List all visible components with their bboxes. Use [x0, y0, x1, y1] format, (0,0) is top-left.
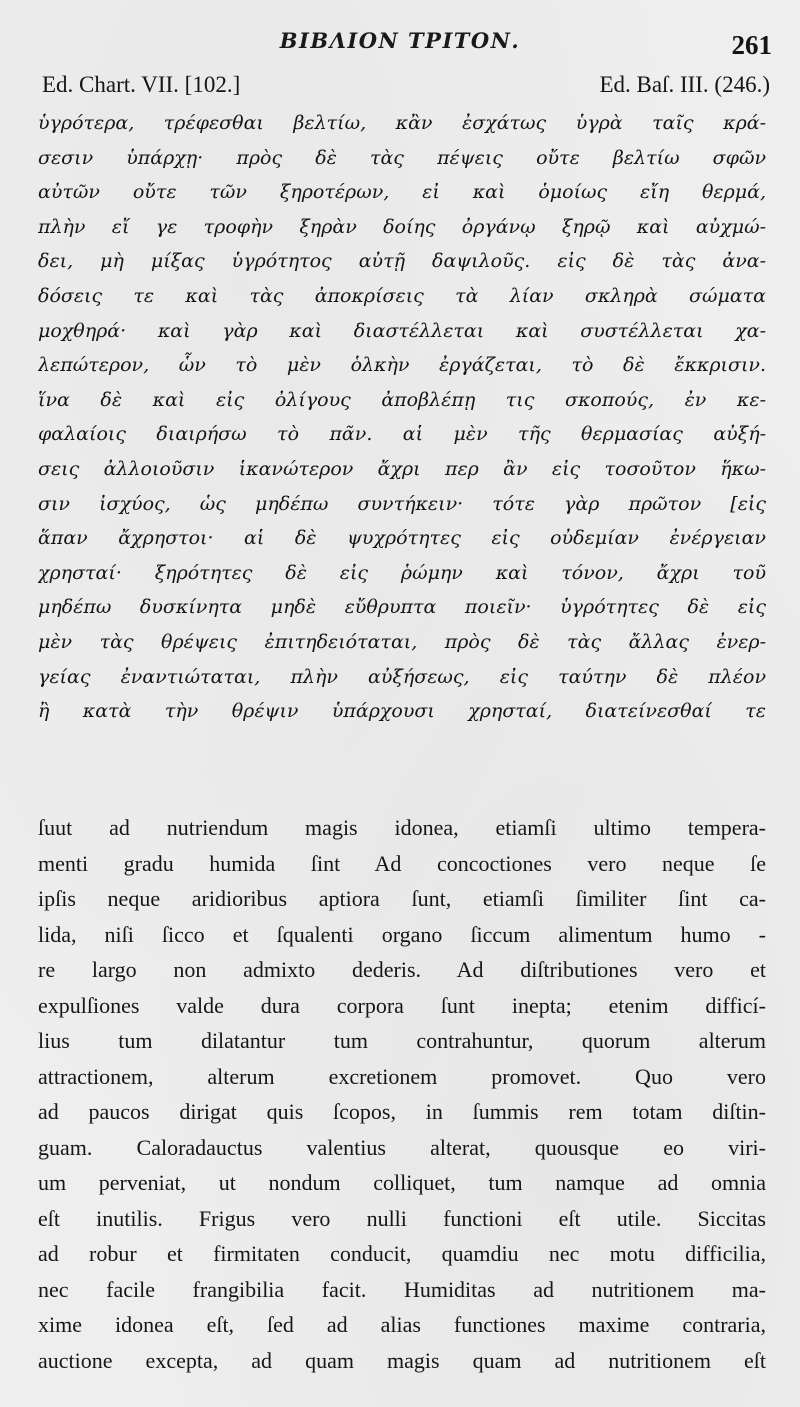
latin-text-line: attractionem, alterum excretionem promovet. Quo vero — [38, 1063, 766, 1089]
latin-text-line: lida, niſi ſicco et ſqualenti organo ſiccum alimentum humo - — [38, 921, 766, 947]
latin-text-line: lius tum dilatantur tum contrahuntur, quorum alterum — [38, 1028, 766, 1053]
edition-chartier-reference: Ed. Chart. VII. [102.] — [42, 72, 241, 97]
greek-text-line: πλὴν εἴ γε τροφὴν ξηρὰν δοίης ὀργάνῳ ξηρῷ καὶ αὐχμώ- — [38, 215, 766, 238]
latin-text-line: expulſiones valde dura corpora ſunt inepta; etenim difficí- — [38, 992, 766, 1018]
latin-text-line: guam. Caloradauctus valentius alterat, quousque eo viri- — [38, 1134, 766, 1160]
edition-basel-reference: Ed. Baſ. III. (246.) — [599, 72, 770, 97]
latin-text-line: ſuut ad nutriendum magis idonea, etiamſi ultimo tempera- — [38, 815, 766, 840]
greek-text-line: σεις ἀλλοιοῦσιν ἱκανώτερον ἄχρι περ ἂν εἰς τοσοῦτον ἥκω- — [38, 457, 766, 480]
greek-text-line: γείας ἐναντιώταται, πλὴν αὐξήσεως, εἰς ταύτην δὲ πλέον — [38, 665, 766, 688]
latin-text-line: auctione excepta, ad quam magis quam ad nutritionem eſt — [38, 1347, 766, 1373]
greek-text-line: μηδέπω δυσκίνητα μηδὲ εὔθρυπτα ποιεῖν· ὑγρότητες δὲ εἰς — [38, 596, 766, 619]
edition-reference-line — [42, 72, 770, 108]
greek-text-line: ὑγρότερα, τρέφεσθαι βελτίω, κἂν ἐσχάτως ὑγρὰ ταῖς κρά- — [38, 112, 766, 134]
greek-text-line: φαλαίοις διαιρήσω τὸ πᾶν. αἱ μὲν τῆς θερμασίας αὐξή- — [38, 423, 766, 446]
latin-text-line: ipſis neque aridioribus aptiora ſunt, etiamſi ſimiliter ſint ca- — [38, 886, 766, 911]
latin-text-line: ad robur et firmitaten conducit, quamdiu nec motu difficilia, — [38, 1241, 766, 1266]
greek-text-line: μοχθηρά· καὶ γὰρ καὶ διαστέλλεται καὶ συστέλλεται χα- — [38, 319, 766, 342]
latin-text-block — [38, 810, 766, 1378]
greek-text-line: σιν ἰσχύος, ὡς μηδέπω συντήκειν· τότε γὰρ πρῶτον [εἰς — [38, 492, 766, 515]
latin-text-line: eſt inutilis. Frigus vero nulli functioni eſt utile. Siccitas — [38, 1205, 766, 1231]
greek-text-line: λεπώτερον, ὧν τὸ μὲν ὁλκὴν ἐργάζεται, τὸ δὲ ἔκκρισιν. — [38, 354, 766, 377]
greek-text-line: ἵνα δὲ καὶ εἰς ὀλίγους ἀποβλέπῃ τις σκοπούς, ἐν κε- — [38, 388, 766, 411]
greek-text-line: αὐτῶν οὔτε τῶν ξηροτέρων, εἰ καὶ ὁμοίως εἴη θερμά, — [38, 181, 766, 204]
greek-text-line: ἢ κατὰ τὴν θρέψιν ὑπάρχουσι χρησταί, διατείνεσθαί τε — [38, 700, 766, 723]
greek-text-line: σεσιν ὑπάρχῃ· πρὸς δὲ τὰς πέψεις οὔτε βελτίω σφῶν — [38, 146, 766, 169]
greek-text-line: δει, μὴ μίξας ὑγρότητος αὐτῇ δαψιλοῦς. εἰς δὲ τὰς ἀνα- — [38, 250, 766, 273]
latin-text-line: xime idonea eſt, ſed ad alias functiones maxime contraria, — [38, 1312, 766, 1337]
page-header — [0, 26, 800, 66]
greek-text-line: μὲν τὰς θρέψεις ἐπιτηδειόταται, πρὸς δὲ τὰς ἄλλας ἐνερ- — [38, 630, 766, 653]
latin-text-line: menti gradu humida ſint Ad concoctiones vero neque ſe — [38, 850, 766, 876]
greek-text-line: δόσεις τε καὶ τὰς ἀποκρίσεις τὰ λίαν σκληρὰ σώματα — [38, 284, 766, 307]
running-head: ΒΙΒΛΙΟΝ ΤΡΙΤΟΝ. — [279, 28, 521, 53]
latin-text-line: um perveniat, ut nondum colliquet, tum namque ad omnia — [38, 1170, 766, 1195]
latin-text-line: ad paucos dirigat quis ſcopos, in ſummis rem totam diſtin- — [38, 1099, 766, 1124]
latin-text-line: nec facile frangibilia facit. Humiditas ad nutritionem ma- — [38, 1276, 766, 1302]
page-number: 261 — [731, 30, 772, 60]
latin-text-line: re largo non admixto dederis. Ad diſtributiones vero et — [38, 957, 766, 982]
greek-text-line: χρησταί· ξηρότητες δὲ εἰς ῥώμην καὶ τόνον, ἄχρι τοῦ — [38, 561, 766, 584]
greek-text-line: ἅπαν ἄχρηστοι· αἱ δὲ ψυχρότητες εἰς οὐδεμίαν ἐνέργειαν — [38, 527, 766, 550]
greek-text-block — [38, 106, 766, 729]
